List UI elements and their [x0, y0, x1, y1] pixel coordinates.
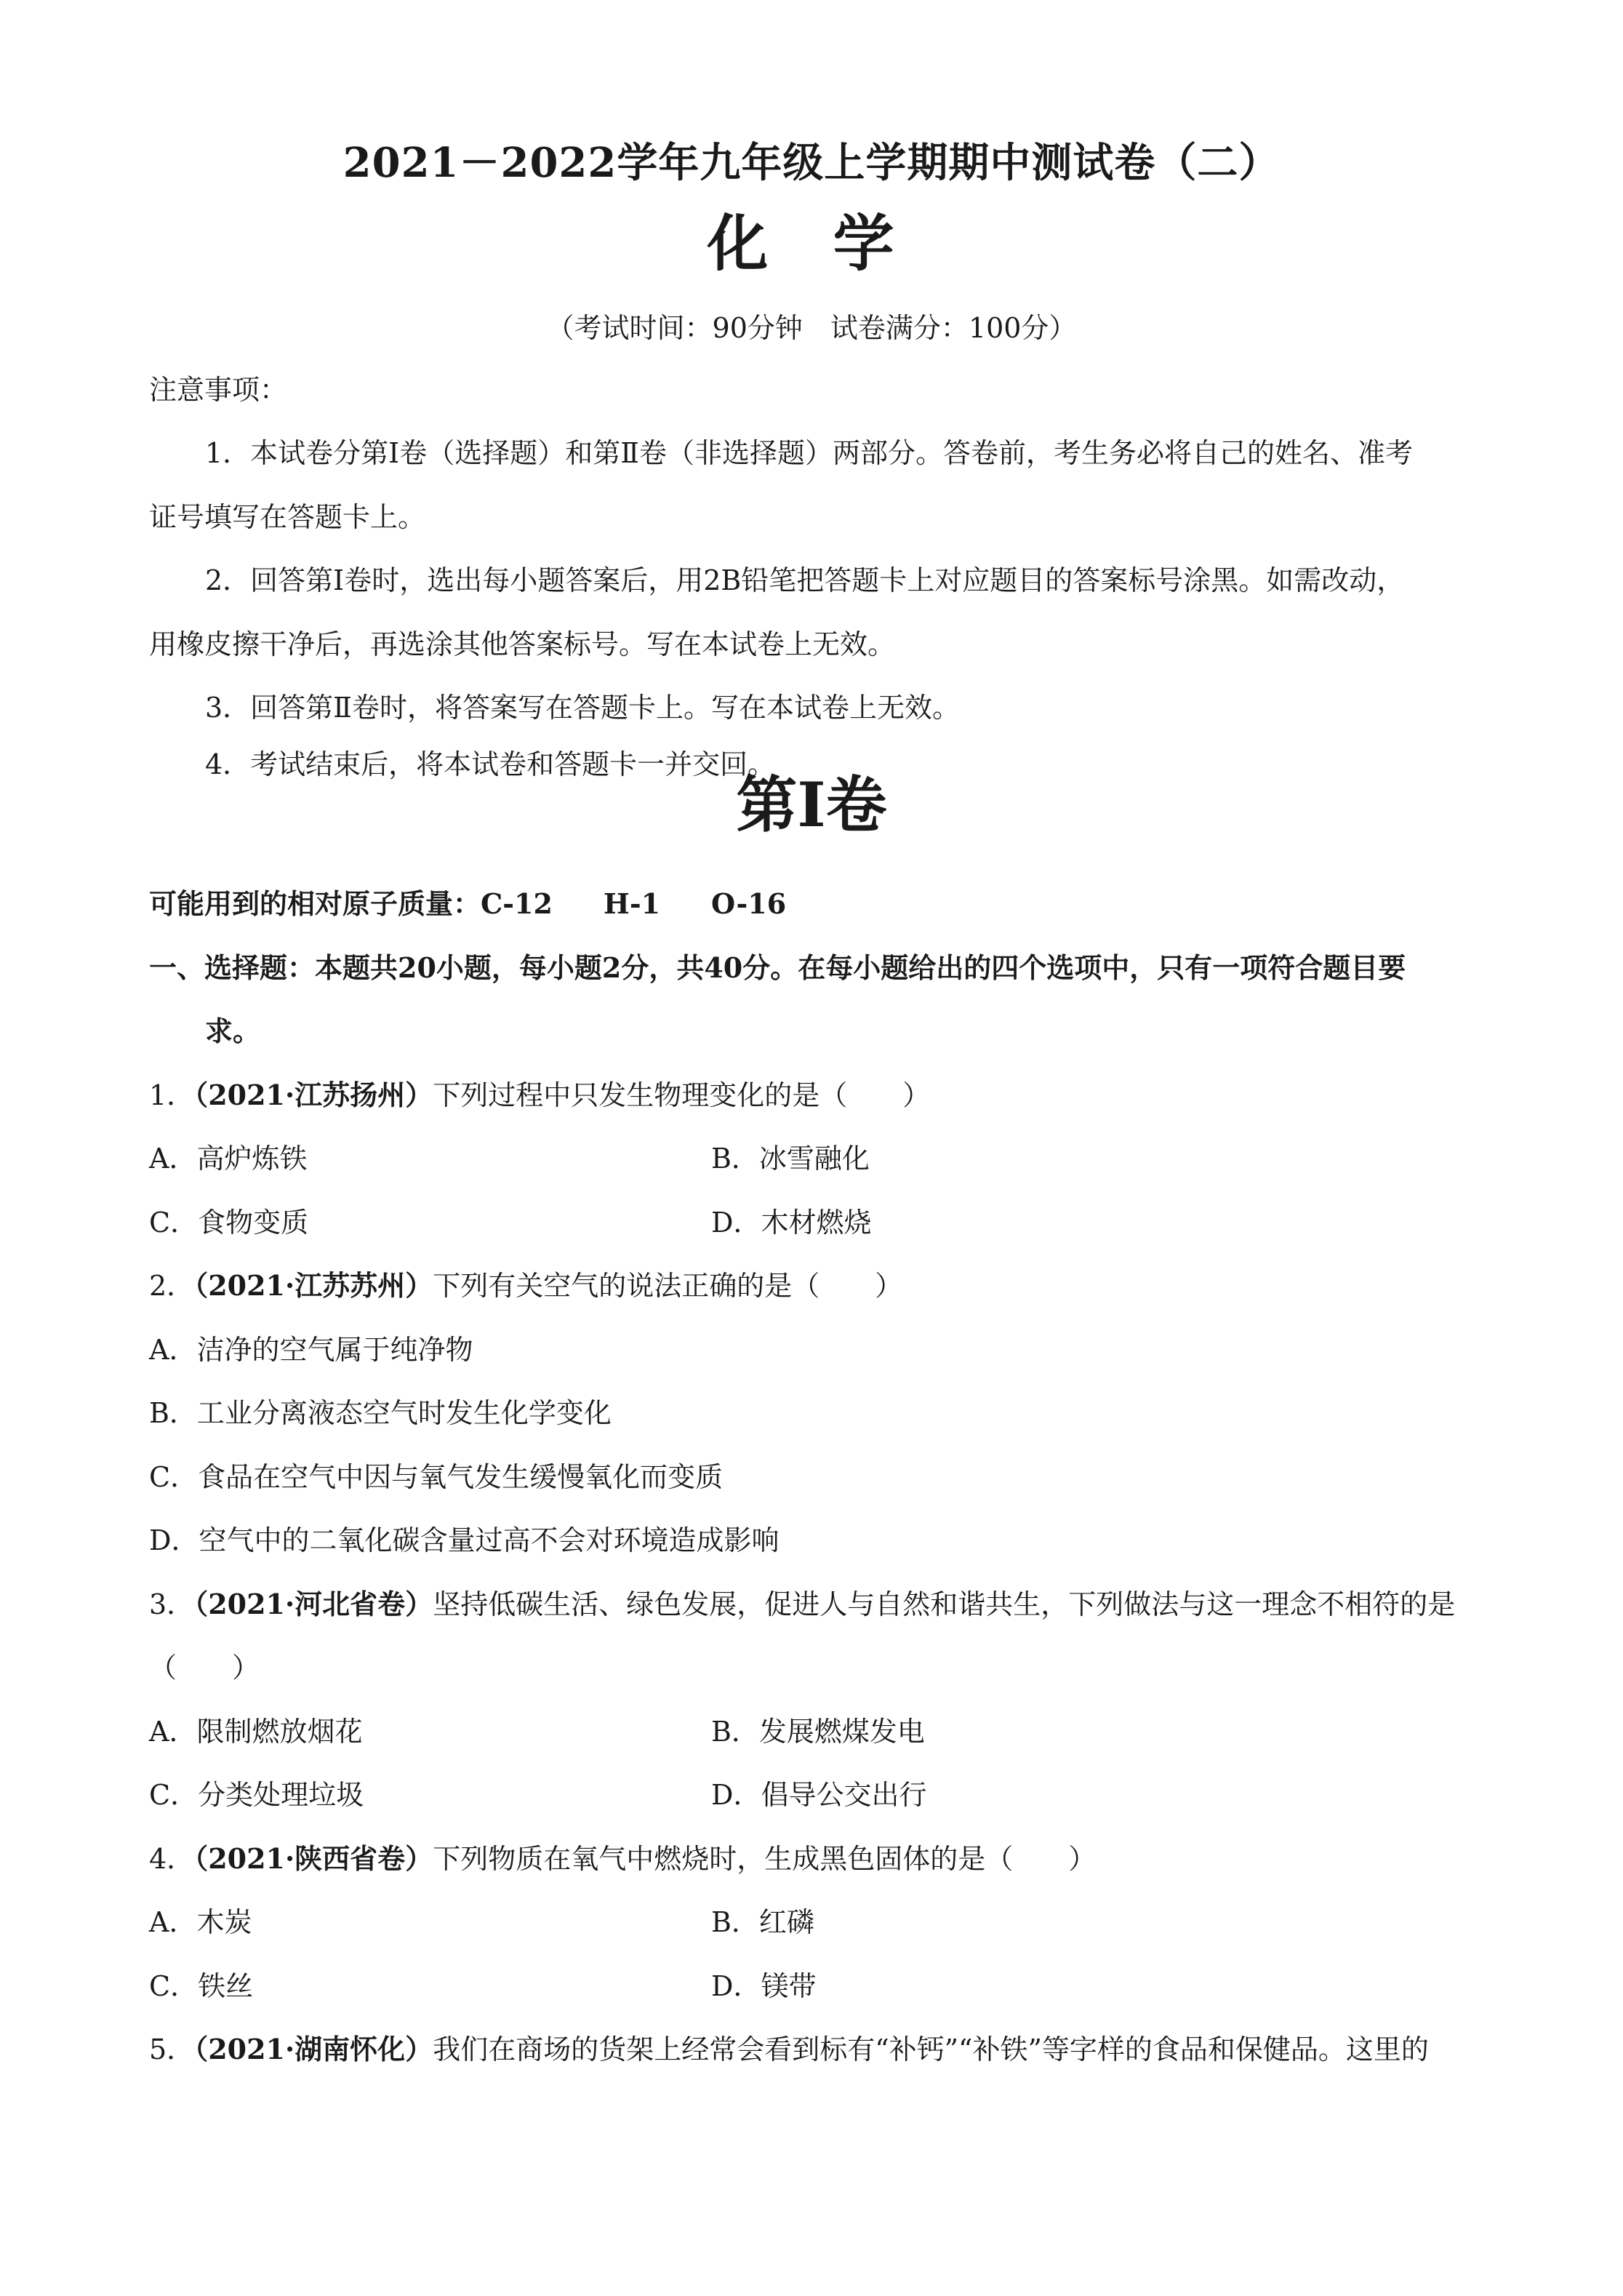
- question-4-option-a: A．木炭: [149, 1906, 252, 1938]
- note-item-2-line-2: 用橡皮擦干净后，再选涂其他答案标号。写在本试卷上无效。: [149, 628, 896, 660]
- question-4-option-c: C．铁丝: [149, 1970, 254, 2002]
- question-1-option-b: B．冰雪融化: [711, 1143, 870, 1175]
- question-source: （2021·湖南怀化）: [194, 2033, 433, 2065]
- question-1-stem: [149, 1073, 930, 1113]
- question-number: 1．: [149, 1079, 195, 1111]
- question-4-option-d: D．镁带: [711, 1970, 817, 2002]
- question-2-option-d: D．空气中的二氧化碳含量过高不会对环境造成影响: [149, 1524, 780, 1556]
- question-source: （2021·江苏苏州）: [194, 1269, 433, 1302]
- question-4-stem: [149, 1836, 1096, 1876]
- question-number: 3．: [149, 1588, 195, 1620]
- question-3-option-d: D．倡导公交出行: [711, 1779, 927, 1811]
- question-text: 下列有关空气的说法正确的是（ ）: [433, 1270, 903, 1302]
- atomic-mass-o: O-16: [711, 887, 787, 920]
- notes-heading: 注意事项：: [149, 374, 288, 406]
- question-1-option-c: C．食物变质: [149, 1207, 309, 1239]
- note-item-2-line-1: 2．回答第Ⅰ卷时，选出每小题答案后，用2B铅笔把答题卡上对应题目的答案标号涂黑。如需改动，: [205, 564, 1405, 596]
- question-1-option-d: D．木材燃烧: [711, 1207, 872, 1239]
- section-title: 第Ⅰ卷: [736, 769, 887, 841]
- question-number: 2．: [149, 1270, 195, 1302]
- question-2-option-b: B．工业分离液态空气时发生化学变化: [149, 1397, 612, 1429]
- question-5-stem: [149, 2027, 1429, 2067]
- question-number: 4．: [149, 1843, 195, 1875]
- question-3-stem: [149, 1582, 1455, 1622]
- atomic-mass-label: 可能用到的相对原子质量：: [149, 887, 481, 920]
- question-3-option-b: B．发展燃煤发电: [711, 1716, 925, 1748]
- question-3-option-a: A．限制燃放烟花: [149, 1716, 363, 1748]
- atomic-mass-h: H-1: [603, 887, 661, 920]
- section-instructions-line-1: 一、选择题：本题共20小题，每小题2分，共40分。在每小题给出的四个选项中，只有一项符合题目要: [149, 951, 1406, 984]
- question-text: 我们在商场的货架上经常会看到标有“补钙”“补铁”等字样的食品和保健品。这里的: [433, 2033, 1429, 2065]
- question-text: 坚持低碳生活、绿色发展，促进人与自然和谐共生，下列做法与这一理念不相符的是: [433, 1588, 1456, 1620]
- question-2-option-c: C．食品在空气中因与氧气发生缓慢氧化而变质: [149, 1461, 724, 1493]
- question-2-option-a: A．洁净的空气属于纯净物: [149, 1334, 473, 1366]
- atomic-mass-c: C-12: [481, 887, 553, 920]
- question-text: 下列物质在氧气中燃烧时，生成黑色固体的是（ ）: [433, 1843, 1097, 1875]
- exam-title: 2021－2022学年九年级上学期期中测试卷（二）: [342, 139, 1281, 187]
- atomic-mass-line: [149, 881, 786, 921]
- question-source: （2021·江苏扬州）: [194, 1079, 433, 1111]
- question-3-option-c: C．分类处理垃圾: [149, 1779, 364, 1811]
- note-item-1-line-2: 证号填写在答题卡上。: [149, 501, 426, 533]
- exam-info: （考试时间：90分钟 试卷满分：100分）: [546, 312, 1077, 344]
- note-item-4: 4．考试结束后，将本试卷和答题卡一并交回。: [205, 748, 776, 780]
- question-4-option-b: B．红磷: [711, 1906, 814, 1938]
- question-source: （2021·河北省卷）: [194, 1588, 433, 1620]
- question-1-option-a: A．高炉炼铁: [149, 1143, 308, 1175]
- question-3-stem-continued: （ ）: [149, 1652, 260, 1684]
- question-2-stem: [149, 1263, 902, 1303]
- question-source: （2021·陕西省卷）: [194, 1842, 433, 1875]
- question-text: 下列过程中只发生物理变化的是（ ）: [433, 1079, 931, 1111]
- section-instructions-line-2: 求。: [205, 1015, 261, 1047]
- question-number: 5．: [149, 2033, 195, 2065]
- subject-title: 化 学: [707, 207, 916, 279]
- note-item-3: 3．回答第Ⅱ卷时，将答案写在答题卡上。写在本试卷上无效。: [205, 692, 961, 724]
- note-item-1-line-1: 1．本试卷分第Ⅰ卷（选择题）和第Ⅱ卷（非选择题）两部分。答卷前，考生务必将自己的姓名、准考: [205, 437, 1414, 469]
